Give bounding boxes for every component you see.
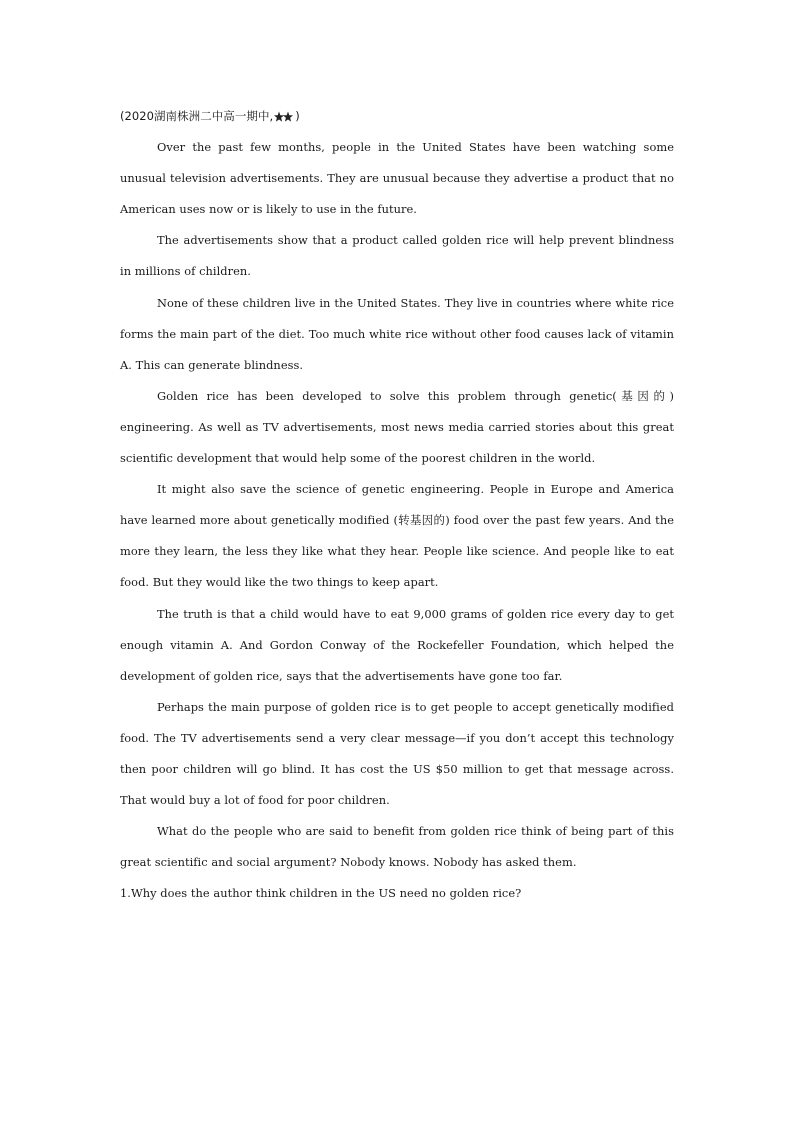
- paragraph: The truth is that a child would have to eat 9,000 grams of golden rice every day to get enough vitamin A. And Gordon Conway of the Rockefeller Foundation, which helped the development of golden rice, says that the advertisements have gone too far.: [120, 606, 674, 683]
- paragraph: The advertisements show that a product called golden rice will help prevent blindness in millions of children.: [120, 233, 674, 279]
- paragraph: None of these children live in the United States. They live in countries where white rice forms the main part of the diet. Too much white rice without other food causes lack of vitamin A. This can generate blindness.: [120, 295, 674, 372]
- paragraph: It might also save the science of genetic engineering. People in Europe and America have learned more about genetically modified (转基因的) food over the past few years. And the more they learn, the less they like what they hear. People like science. And people like to eat food. But they would like the two things to keep apart.: [120, 482, 674, 590]
- question-1: 1.Why does the author think children in the US need no golden rice?: [120, 886, 522, 901]
- paragraph: Golden rice has been developed to solve this problem through genetic(基因的) engineering. As well as TV advertisements, most news media carried stories about this great scientific development that would help some of the poorest children in the world.: [120, 388, 674, 466]
- article-body: [120, 101, 674, 909]
- source-line: [120, 101, 674, 132]
- paragraph: What do the people who are said to benefit from golden rice think of being part of this great scientific and social argument? Nobody knows. Nobody has asked them.: [120, 824, 674, 870]
- paragraph: Over the past few months, people in the United States have been watching some unusual television advertisements. They are unusual because they advertise a product that no American uses now or is likely to use in the future.: [120, 140, 674, 217]
- difficulty-stars-icon: [274, 111, 294, 123]
- source-prefix: (2020湖南株洲二中高一期中,: [120, 109, 274, 123]
- paragraph: Perhaps the main purpose of golden rice is to get people to accept genetically modified food. The TV advertisements send a very clear message—if you don’t accept this technology then poor children will go blind. It has cost the US $50 million to get that message across. That would buy a lot of food for poor children.: [120, 699, 674, 808]
- source-suffix: ): [295, 109, 300, 123]
